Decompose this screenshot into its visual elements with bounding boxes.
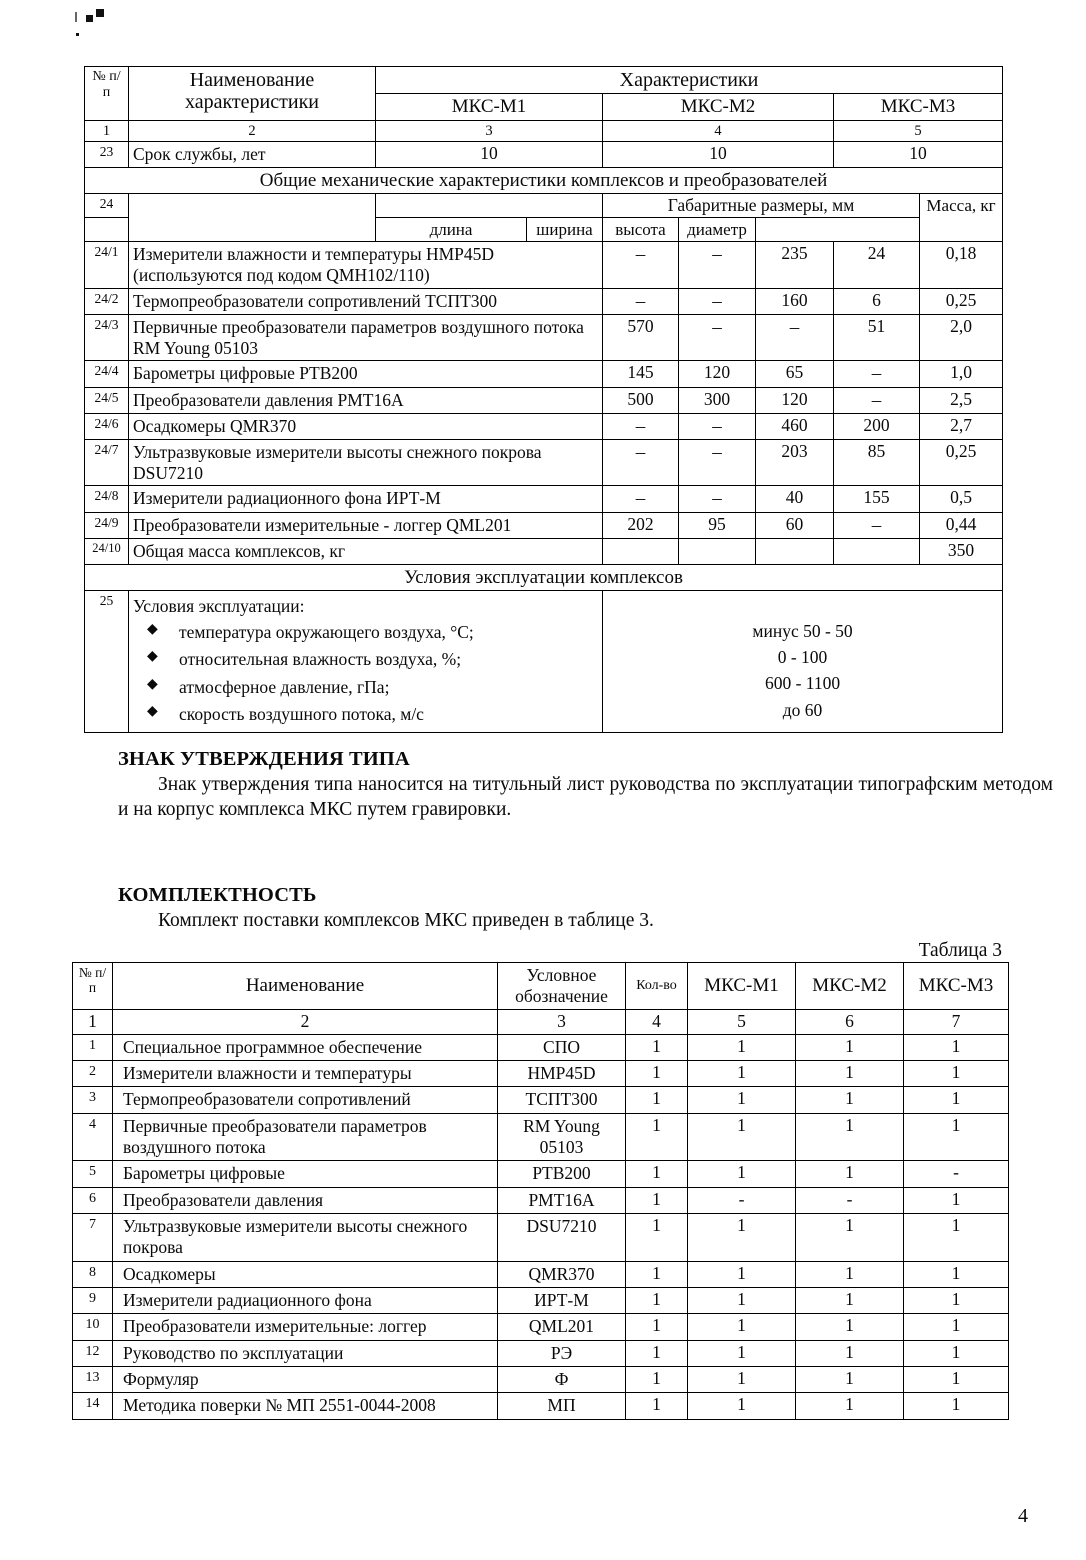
header-characteristics: Характеристики	[376, 67, 1003, 94]
row-m1: 1	[688, 1034, 796, 1060]
header-quantity: Кол-во	[626, 963, 688, 1010]
row-mass: 350	[920, 538, 1003, 564]
operating-conditions-list	[133, 619, 598, 727]
table-row	[85, 288, 1003, 314]
operating-conditions-values	[603, 590, 1003, 732]
row-code: HMP45D	[498, 1060, 626, 1086]
colnum-2: 2	[113, 1010, 498, 1035]
row-name: Термопреобразователи сопротивлений	[113, 1087, 498, 1113]
colnum-3: 3	[376, 120, 603, 141]
row-no: 5	[73, 1161, 113, 1187]
row-qty: 1	[626, 1393, 688, 1419]
row-code: СПО	[498, 1034, 626, 1060]
colnum-5: 5	[834, 120, 1003, 141]
row-no: 2	[73, 1060, 113, 1086]
row-length: –	[603, 440, 679, 486]
row-m1: 1	[688, 1367, 796, 1393]
row-m3: 1	[904, 1367, 1009, 1393]
header-mks-m2: МКС-М2	[796, 963, 904, 1010]
header-dimensions: Габаритные размеры, мм	[603, 193, 920, 218]
row-no: 24/4	[85, 361, 129, 387]
table-row	[85, 486, 1003, 512]
condition-label: температура окружающего воздуха, °С;	[179, 622, 474, 643]
row-no: 7	[73, 1214, 113, 1262]
condition-value: 0 - 100	[777, 647, 828, 668]
table-section-conditions	[85, 564, 1003, 590]
row-qty: 1	[626, 1161, 688, 1187]
colnum-2: 2	[129, 120, 376, 141]
table-row	[85, 361, 1003, 387]
row-height: 160	[756, 288, 834, 314]
row-code: PMT16A	[498, 1187, 626, 1213]
table-row	[73, 1113, 1009, 1161]
table-row	[73, 1367, 1009, 1393]
table-row	[73, 1060, 1009, 1086]
row-mass: 0,25	[920, 288, 1003, 314]
row-m2: 1	[796, 1367, 904, 1393]
header-mks-m1: МКС-М1	[688, 963, 796, 1010]
row-name: Термопреобразователи сопротивлений ТСПТ300	[129, 288, 603, 314]
row-name: Измерители радиационного фона	[113, 1288, 498, 1314]
row-diameter: –	[834, 387, 920, 413]
row-qty: 1	[626, 1340, 688, 1366]
colnum-7: 7	[904, 1010, 1009, 1035]
row-m3: 1	[904, 1187, 1009, 1213]
table-row	[73, 1034, 1009, 1060]
row-qty: 1	[626, 1214, 688, 1262]
row-name: Преобразователи измерительные - логгер QML201	[129, 512, 603, 538]
condition-value: 600 - 1100	[764, 673, 841, 694]
diamond-bullet-icon: ◆	[147, 703, 158, 719]
row-name: Формуляр	[113, 1367, 498, 1393]
row-qty: 1	[626, 1314, 688, 1340]
table-row	[85, 413, 1003, 439]
row-height: 40	[756, 486, 834, 512]
list-item	[133, 619, 598, 645]
row-no: 1	[73, 1034, 113, 1060]
table-row-header-1	[85, 67, 1003, 94]
condition-label: относительная влажность воздуха, %;	[179, 649, 462, 670]
section-completeness	[118, 884, 1053, 934]
operating-conditions-title: Условия эксплуатации:	[133, 595, 305, 616]
table-row	[73, 1288, 1009, 1314]
section-paragraph: Знак утверждения типа наносится на титульный лист руководства по эксплуатации типографским методом и на корпус комплекса МКС путем гравировки.	[118, 774, 1053, 820]
header-no: № п/п	[73, 963, 113, 1010]
row-m3: 1	[904, 1261, 1009, 1287]
table-row	[85, 242, 1003, 288]
row-width: 300	[679, 387, 756, 413]
row-qty: 1	[626, 1034, 688, 1060]
row-no: 23	[85, 141, 129, 167]
characteristics-table	[84, 66, 1003, 733]
section-title-mechanical: Общие механические характеристики комплексов и преобразователей	[85, 167, 1003, 193]
section-title-conditions: Условия эксплуатации комплексов	[85, 564, 1003, 590]
row-m2: -	[796, 1187, 904, 1213]
table-section-mechanical	[85, 167, 1003, 193]
row-value-m3: 10	[834, 141, 1003, 167]
row-diameter: –	[834, 361, 920, 387]
condition-label: атмосферное давление, гПа;	[179, 676, 390, 697]
row-name: Измерители радиационного фона ИРТ-М	[129, 486, 603, 512]
row-no: 8	[73, 1261, 113, 1287]
table-row-25	[85, 590, 1003, 732]
header-code: Условное обозначение	[498, 963, 626, 1010]
row-m2: 1	[796, 1214, 904, 1262]
table-row	[85, 387, 1003, 413]
table-row-23	[85, 141, 1003, 167]
row-name: Первичные преобразователи параметров воздушного потока	[113, 1113, 498, 1161]
row-no: 9	[73, 1288, 113, 1314]
row-no: 24/6	[85, 413, 129, 439]
row-m3: 1	[904, 1393, 1009, 1419]
diamond-bullet-icon: ◆	[147, 622, 158, 638]
row-name: Измерители влажности и температуры HMP45D (используются под кодом QMH102/110)	[129, 242, 603, 288]
row-height: 460	[756, 413, 834, 439]
row-m1: 1	[688, 1161, 796, 1187]
row-no: 24/1	[85, 242, 129, 288]
colnum-1: 1	[85, 120, 129, 141]
row-diameter: 51	[834, 314, 920, 360]
row-m2: 1	[796, 1034, 904, 1060]
row-code: PTB200	[498, 1161, 626, 1187]
row-code: Ф	[498, 1367, 626, 1393]
header-mass: Масса, кг	[920, 193, 1003, 242]
table-row	[73, 1087, 1009, 1113]
row-height: 120	[756, 387, 834, 413]
diamond-bullet-icon: ◆	[147, 676, 158, 692]
row-width: –	[679, 413, 756, 439]
row-no: 6	[73, 1187, 113, 1213]
row-mass: 2,5	[920, 387, 1003, 413]
row-width: –	[679, 440, 756, 486]
scan-artifact-dots	[74, 4, 134, 44]
row-m1: 1	[688, 1113, 796, 1161]
table-row	[73, 1261, 1009, 1287]
row-height: 203	[756, 440, 834, 486]
page-number: 4	[1018, 1505, 1028, 1527]
colnum-5: 5	[688, 1010, 796, 1035]
row-width: –	[679, 242, 756, 288]
row-no: 24/10	[85, 538, 129, 564]
row-m2: 1	[796, 1060, 904, 1086]
condition-label: скорость воздушного потока, м/с	[179, 703, 424, 724]
row-mass: 0,25	[920, 440, 1003, 486]
row-m1: 1	[688, 1261, 796, 1287]
row-mass: 2,0	[920, 314, 1003, 360]
row-qty: 1	[626, 1288, 688, 1314]
row-m1: 1	[688, 1060, 796, 1086]
row-name: Первичные преобразователи параметров воздушного потока RM Young 05103	[129, 314, 603, 360]
row-no-24: 24	[85, 193, 129, 218]
table-row	[73, 1340, 1009, 1366]
colnum-4: 4	[603, 120, 834, 141]
spacer	[607, 593, 998, 618]
table-row-header	[73, 963, 1009, 1010]
row-length: –	[603, 413, 679, 439]
row-diameter: –	[834, 512, 920, 538]
row-height: 235	[756, 242, 834, 288]
row-diameter: 6	[834, 288, 920, 314]
row-qty: 1	[626, 1087, 688, 1113]
row-width: –	[679, 314, 756, 360]
table-row	[73, 1161, 1009, 1187]
colnum-1: 1	[73, 1010, 113, 1035]
colnum-6: 6	[796, 1010, 904, 1035]
row-diameter	[834, 538, 920, 564]
row-no: 24/8	[85, 486, 129, 512]
row-length: 145	[603, 361, 679, 387]
dim-col-width: ширина	[527, 218, 603, 242]
row-name: Общая масса комплексов, кг	[129, 538, 603, 564]
row-code: QML201	[498, 1314, 626, 1340]
table3-caption: Таблица 3	[918, 940, 1002, 961]
list-item	[133, 646, 598, 672]
row-m2: 1	[796, 1113, 904, 1161]
row-qty: 1	[626, 1187, 688, 1213]
dim-blank	[85, 218, 376, 242]
row-m2: 1	[796, 1393, 904, 1419]
section-heading: ЗНАК УТВЕРЖДЕНИЯ ТИПА	[118, 748, 410, 770]
row-code: DSU7210	[498, 1214, 626, 1262]
row-m1: -	[688, 1187, 796, 1213]
row-code: МП	[498, 1393, 626, 1419]
row-no: 13	[73, 1367, 113, 1393]
row-m3: 1	[904, 1060, 1009, 1086]
row-length: –	[603, 288, 679, 314]
row-m3: 1	[904, 1340, 1009, 1366]
table-row	[73, 1214, 1009, 1262]
row-name: Специальное программное обеспечение	[113, 1034, 498, 1060]
table-row-colnums	[73, 1010, 1009, 1035]
completeness-table	[72, 962, 1009, 1420]
row-m2: 1	[796, 1314, 904, 1340]
row-mass: 0,18	[920, 242, 1003, 288]
row-m3: -	[904, 1161, 1009, 1187]
row-mass: 2,7	[920, 413, 1003, 439]
section-paragraph: Комплект поставки комплексов МКС приведен в таблице 3.	[158, 910, 654, 931]
row-m2: 1	[796, 1340, 904, 1366]
dim-col-height: высота	[603, 218, 679, 242]
row-m2: 1	[796, 1288, 904, 1314]
row-length: 570	[603, 314, 679, 360]
row-no: 24/7	[85, 440, 129, 486]
row-m3: 1	[904, 1214, 1009, 1262]
row-code: RM Young 05103	[498, 1113, 626, 1161]
row-diameter: 85	[834, 440, 920, 486]
row-m1: 1	[688, 1393, 796, 1419]
row-qty: 1	[626, 1113, 688, 1161]
row-width: 95	[679, 512, 756, 538]
table-row-24-header	[85, 193, 1003, 218]
row-no: 24/3	[85, 314, 129, 360]
table-row	[85, 512, 1003, 538]
row-name: Преобразователи давления	[113, 1187, 498, 1213]
row-name: Преобразователи измерительные: логгер	[113, 1314, 498, 1340]
row-width	[679, 538, 756, 564]
row-24-blank-b	[376, 193, 603, 218]
dim-col-length: длина	[376, 218, 527, 242]
list-item	[133, 674, 598, 700]
table-row	[73, 1314, 1009, 1340]
header-mks-m1: МКС-М1	[376, 94, 603, 120]
operating-conditions-list-cell	[129, 590, 603, 732]
row-height: 65	[756, 361, 834, 387]
row-m3: 1	[904, 1288, 1009, 1314]
row-name: Барометры цифровые PTB200	[129, 361, 603, 387]
row-m1: 1	[688, 1087, 796, 1113]
row-m1: 1	[688, 1214, 796, 1262]
table-row	[73, 1187, 1009, 1213]
row-width: 120	[679, 361, 756, 387]
row-m2: 1	[796, 1261, 904, 1287]
row-value-m2: 10	[603, 141, 834, 167]
table-row-colnums	[85, 120, 1003, 141]
row-qty: 1	[626, 1060, 688, 1086]
row-diameter: 200	[834, 413, 920, 439]
header-mks-m2: МКС-М2	[603, 94, 834, 120]
row-no: 14	[73, 1393, 113, 1419]
header-characteristic-name: Наименование характеристики	[129, 67, 376, 121]
row-m2: 1	[796, 1161, 904, 1187]
row-no: 24/5	[85, 387, 129, 413]
row-mass: 0,5	[920, 486, 1003, 512]
row-name: Осадкомеры QMR370	[129, 413, 603, 439]
header-no: № п/п	[85, 67, 129, 121]
table-row	[73, 1393, 1009, 1419]
row-qty: 1	[626, 1261, 688, 1287]
row-code: QMR370	[498, 1261, 626, 1287]
row-m3: 1	[904, 1113, 1009, 1161]
row-mass: 1,0	[920, 361, 1003, 387]
row-height	[756, 538, 834, 564]
condition-value: минус 50 - 50	[752, 620, 853, 641]
row-m2: 1	[796, 1087, 904, 1113]
row-no: 12	[73, 1340, 113, 1366]
row-length: 500	[603, 387, 679, 413]
row-length: –	[603, 486, 679, 512]
row-no-25: 25	[85, 590, 129, 732]
row-name: Измерители влажности и температуры	[113, 1060, 498, 1086]
row-height: –	[756, 314, 834, 360]
section-type-approval-mark	[118, 748, 1053, 823]
section-heading: КОМПЛЕКТНОСТЬ	[118, 884, 317, 906]
header-name: Наименование	[113, 963, 498, 1010]
row-name: Преобразователи давления PMT16A	[129, 387, 603, 413]
table-row	[85, 440, 1003, 486]
dim-col-diameter: диаметр	[679, 218, 756, 242]
header-mks-m3: МКС-М3	[904, 963, 1009, 1010]
row-name: Барометры цифровые	[113, 1161, 498, 1187]
row-no: 4	[73, 1113, 113, 1161]
row-code: ТСПТ300	[498, 1087, 626, 1113]
header-mks-m3: МКС-М3	[834, 94, 1003, 120]
row-no: 10	[73, 1314, 113, 1340]
row-value-m1: 10	[376, 141, 603, 167]
row-name: Руководство по эксплуатации	[113, 1340, 498, 1366]
row-m3: 1	[904, 1087, 1009, 1113]
row-mass: 0,44	[920, 512, 1003, 538]
list-item	[133, 701, 598, 727]
row-height: 60	[756, 512, 834, 538]
row-qty: 1	[626, 1367, 688, 1393]
row-width: –	[679, 288, 756, 314]
row-code: ИРТ-М	[498, 1288, 626, 1314]
row-length: –	[603, 242, 679, 288]
row-length: 202	[603, 512, 679, 538]
row-no: 3	[73, 1087, 113, 1113]
colnum-4: 4	[626, 1010, 688, 1035]
row-name: Методика поверки № МП 2551-0044-2008	[113, 1393, 498, 1419]
row-name: Ультразвуковые измерители высоты снежного покрова	[113, 1214, 498, 1262]
row-no: 24/9	[85, 512, 129, 538]
row-width: –	[679, 486, 756, 512]
row-m1: 1	[688, 1288, 796, 1314]
table-row	[85, 314, 1003, 360]
table-row-dim-cols	[85, 218, 1003, 242]
colnum-3: 3	[498, 1010, 626, 1035]
row-m3: 1	[904, 1314, 1009, 1340]
diamond-bullet-icon: ◆	[147, 649, 158, 665]
row-name: Срок службы, лет	[129, 141, 376, 167]
row-length	[603, 538, 679, 564]
condition-value: до 60	[782, 699, 823, 720]
row-code: РЭ	[498, 1340, 626, 1366]
table-row	[85, 538, 1003, 564]
row-no: 24/2	[85, 288, 129, 314]
row-diameter: 155	[834, 486, 920, 512]
row-m1: 1	[688, 1314, 796, 1340]
row-m1: 1	[688, 1340, 796, 1366]
row-name: Ультразвуковые измерители высоты снежного покрова DSU7210	[129, 440, 603, 486]
row-name: Осадкомеры	[113, 1261, 498, 1287]
row-m3: 1	[904, 1034, 1009, 1060]
row-diameter: 24	[834, 242, 920, 288]
